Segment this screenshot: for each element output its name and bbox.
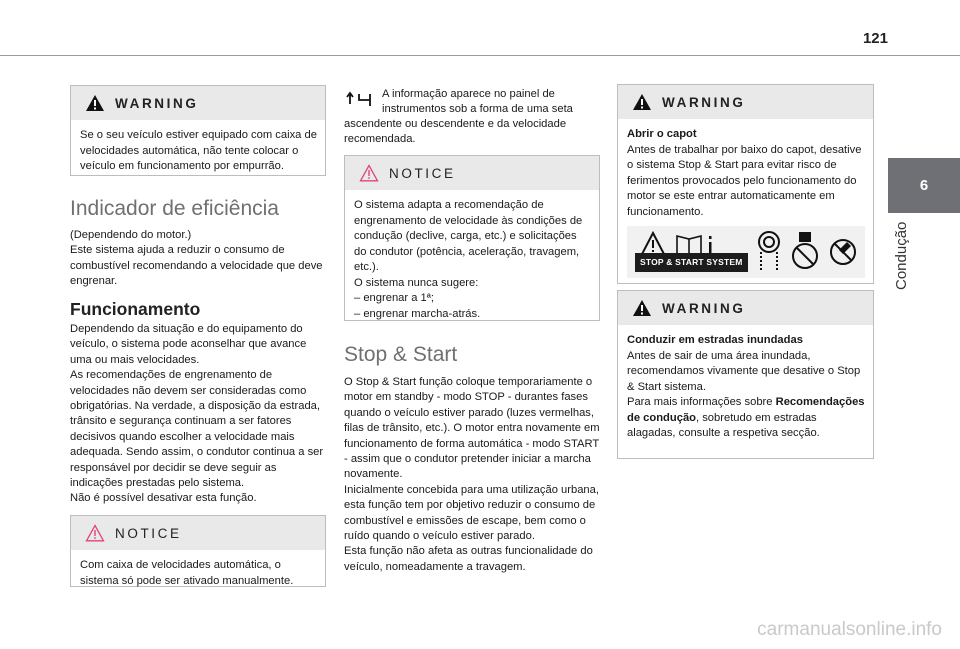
warning-triangle-icon [85,94,105,112]
notice-text: O sistema adapta a recomendação de engrenamento de velocidade às condições de condução (declive, carga, etc.) e solicitações do condutor (potência, aceleração, travagem, etc.). O sistema nunca sugere: – engrenar a 1ª; – engrenar marcha-atrás. [354,199,583,320]
notice-title: NOTICE [115,525,182,541]
section-title-stop-start: Stop & Start [344,343,458,366]
warning-title: WARNING [662,94,746,110]
notice-text: Com caixa de velocidades automática, o sistema só pode ser ativado manualmente. [80,559,294,587]
warning-title: WARNING [115,95,199,111]
driving-recommendations-link[interactable]: Recomendações de condução [627,396,865,424]
warning-title: WARNING [662,300,746,316]
warning-header [618,85,873,119]
chapter-label: Condução [893,222,910,291]
subsection-title-operation: Funcionamento [70,299,201,319]
warning-triangle-icon [632,299,652,317]
notice-triangle-icon [85,524,105,542]
warning-box-push-start [70,85,326,176]
page-number: 121 [862,30,888,47]
warning-heading: Abrir o capot [627,128,697,140]
warning-text: Se o seu veículo estiver equipado com caixa de velocidades automática, não tente colocar o veículo em funcionamento por empurrão. [80,129,317,172]
gear-shift-indicator-icon [346,90,374,108]
info-line-2: instrumentos sob a forma de uma seta [382,103,573,115]
warning-body [618,119,873,288]
warning-text [627,349,865,442]
warning-triangle-icon [632,93,652,111]
notice-box-automatic [70,515,326,587]
watermark: carmanualsonline.info [757,619,942,640]
warning-header [618,291,873,325]
notice-triangle-icon [359,164,379,182]
stop-start-warning-graphic [627,226,865,278]
info-line-3: ascendente ou descendente e da velocidade recomendada. [344,118,567,146]
top-rule [0,55,960,56]
warning-text-part-b: , sobretudo em estradas alagadas, consulte a respetiva secção. [627,411,820,439]
section-title-efficiency: Indicador de eficiência [70,197,279,220]
operation-body: Dependendo da situação e do equipamento do veículo, o sistema pode aconselhar que avance uma ou mais velocidades. As recomendações de engrenamento de velocidades não devem ser consideradas como obrigatórias. Na verdade, a disposição da estrada, trânsito e segurança continuam a ser fatores decisivos quando escolher a velocidade mais adequada. Sendo assim, o condutor continua a ser responsável por decidir se deve seguir as indicações prestadas pelo sistema. Não é possível desativar esta função. [70,323,324,505]
warning-box-bonnet [617,84,874,284]
notice-box-adapt [344,155,600,321]
warning-heading: Conduzir em estradas inundadas [627,334,803,346]
notice-header [345,156,599,190]
stop-start-body: O Stop & Start função coloque temporariamente o motor em standby - modo STOP - durantes fases quando o veículo estiver parado (luzes vermelhas, filas de trânsito, etc.). O motor entra novamente em funcionamento de forma automática - modo START - assim que o condutor pretender iniciar a marcha novamente. Inicialmente concebida para uma utilização urbana, esta função tem por objetivo reduzir o consumo de combustível e emissões de escape, bem como o ruído quando o veículo estiver parado. Esta função não afeta as outras funcionalidade do veículo, nomeadamente a travagem. [344,376,600,573]
warning-body [618,325,873,450]
warning-box-flooded [617,290,874,459]
warning-text-part-a: Antes de sair de uma área inundada, recomendamos vivamente que desative o Stop & Start sistema. Para mais informações sobre [627,349,861,408]
warning-header [71,86,325,120]
chapter-tab[interactable]: 6 [888,158,960,213]
efficiency-intro: (Dependendo do motor.) Este sistema ajuda a reduzir o consumo de combustível recomendando a velocidade que deve engrenar. [70,229,323,288]
belt-fan-hand-icons [755,228,863,274]
notice-header [71,516,325,550]
notice-title: NOTICE [389,165,456,181]
info-line-1: A informação aparece no painel de [382,88,555,100]
stop-start-system-label: STOP & START SYSTEM [635,253,748,273]
warning-text: Antes de trabalhar por baixo do capot, desative o sistema Stop & Start para evitar risco de ferimentos provocados pelo funcionamento do motor se este entrar automaticamente em funcionamento. [627,143,862,218]
